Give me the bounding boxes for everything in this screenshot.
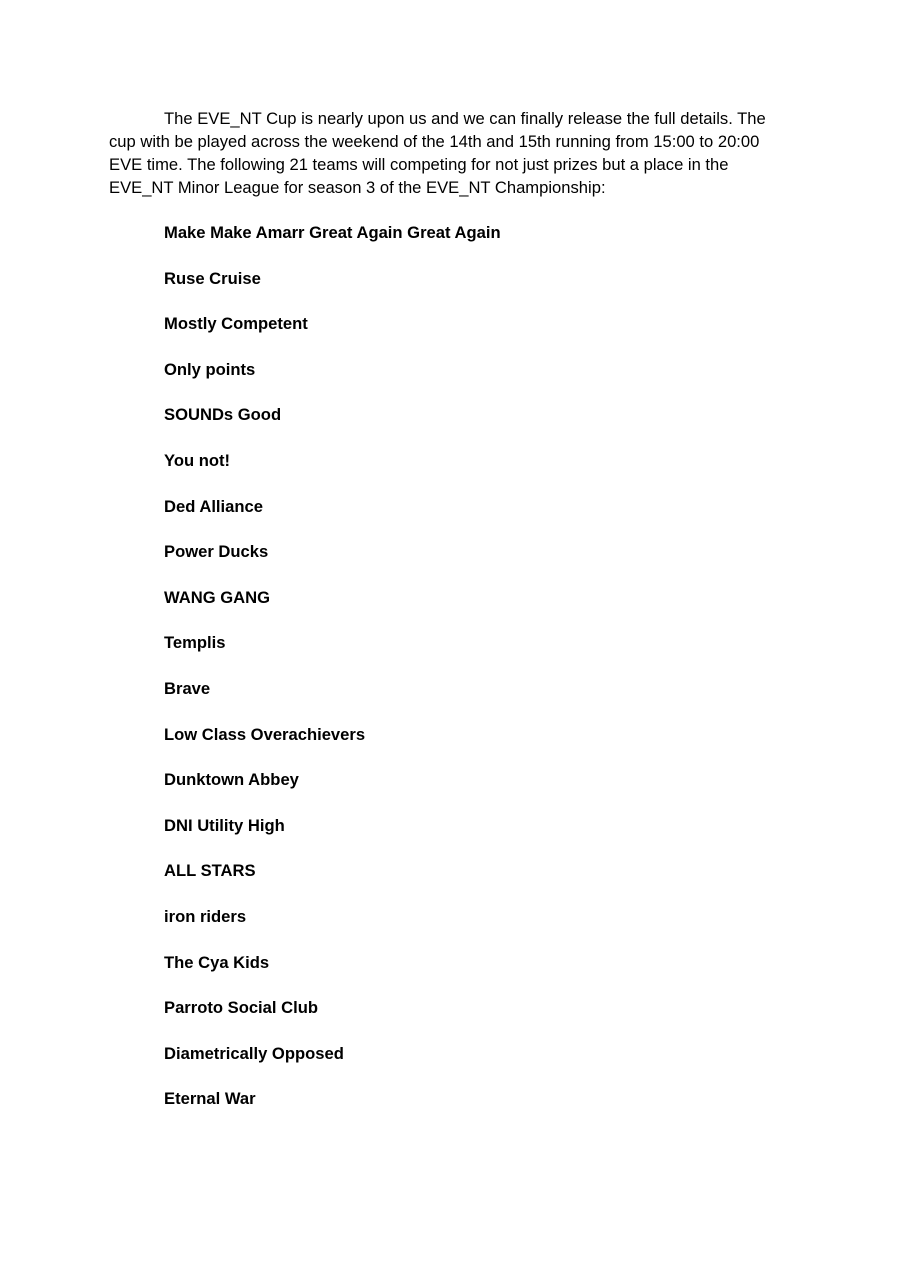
team-name: Ded Alliance [164, 496, 263, 516]
team-name: Only points [164, 359, 256, 379]
intro-line: cup with be played across the weekend of the 14th and 15th running from 15:00 to 20:00 [109, 132, 760, 151]
team-name: Power Ducks [164, 542, 269, 562]
team-list [164, 221, 501, 1133]
team-name: Templis [164, 633, 226, 653]
team-name: You not! [164, 450, 231, 470]
team-name: Eternal War [164, 1089, 256, 1109]
team-name: DNI Utility High [164, 815, 285, 835]
intro-paragraph [109, 107, 789, 199]
team-name: Make Make Amarr Great Again Great Again [164, 223, 501, 242]
team-name: Dunktown Abbey [164, 770, 299, 790]
team-name: ALL STARS [164, 861, 256, 881]
intro-line: EVE time. The following 21 teams will competing for not just prizes but a place in the [109, 155, 729, 174]
team-name: Brave [164, 678, 211, 698]
team-name: SOUNDs Good [164, 405, 282, 425]
team-name: iron riders [164, 906, 247, 926]
intro-line: The EVE_NT Cup is nearly upon us and we can finally release the full details. The [164, 109, 766, 128]
team-name: WANG GANG [164, 587, 271, 607]
team-name: Parroto Social Club [164, 998, 318, 1018]
team-name: Low Class Overachievers [164, 724, 366, 744]
team-name: Ruse Cruise [164, 268, 261, 288]
team-name: The Cya Kids [164, 952, 270, 972]
intro-line: EVE_NT Minor League for season 3 of the EVE_NT Championship: [109, 178, 606, 197]
team-name: Diametrically Opposed [164, 1043, 344, 1063]
team-name: Mostly Competent [164, 314, 308, 334]
